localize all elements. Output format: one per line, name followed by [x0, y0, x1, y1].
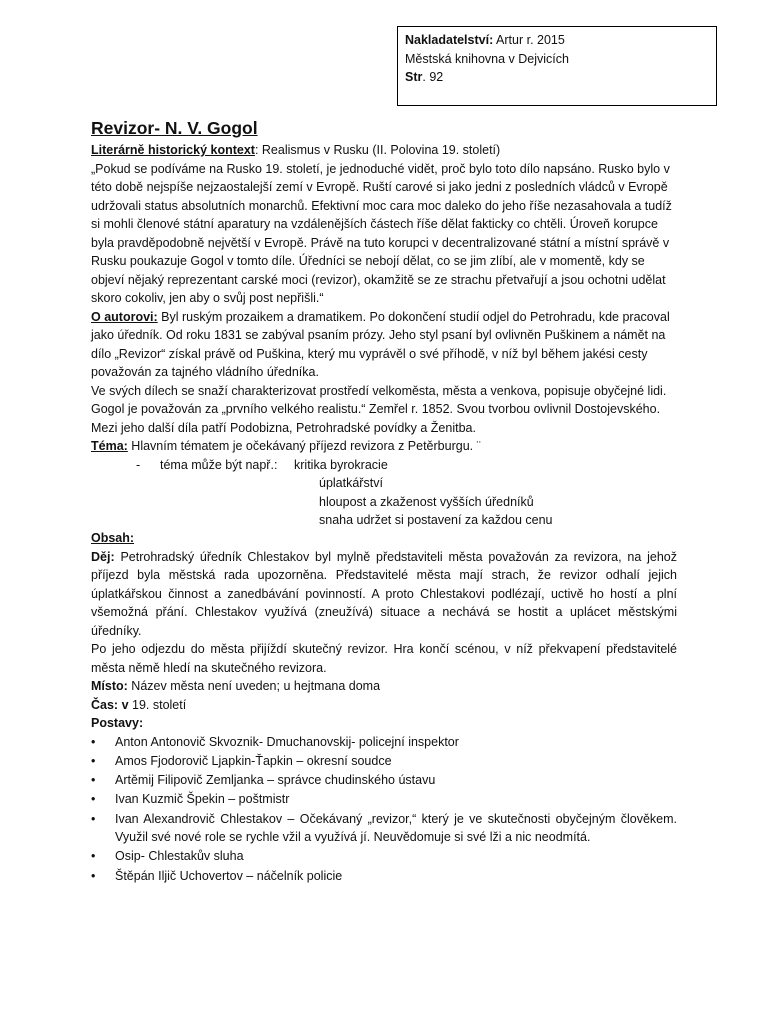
author-label: O autorovi:	[91, 309, 158, 324]
author-text: Byl ruským prozaikem a dramatikem. Po dokončení studií odjel do Petrohradu, kde pracoval jako úředník. Od roku 1831 se zabýval psaním prózy. Jeho styl psaní byl ovlivněn Puškinem a námět na dílo „Revizor“ získal právě od Puškina, který mu vyprávěl o své příhodě, v níž byl během jakési cesty považován za tajného vládního úředníka.	[91, 309, 670, 379]
character-text: Ivan Kuzmič Špekin – poštmistr	[115, 792, 290, 807]
tema-items	[294, 456, 534, 512]
tema-text: Hlavním tématem je očekávaný příjezd revizora z Petěrburgu. ¨	[127, 439, 481, 453]
author-paragraph	[91, 308, 677, 382]
tema-label: Téma:	[91, 439, 128, 453]
obsah-heading	[91, 529, 677, 548]
context-quote: „Pokud se podíváme na Rusko 19. století, je jednoduché vidět, proč bylo toto dílo napsáno. Rusko bylo v této době nejspíše nejzaostalejší zemí v Evropě. Ruští carové si jako jedni z posledních vládců v Evropě udržovali status absolutních monarchů. Efektivní moc cara moc daleko do jeho říše nezasahovala a tudíž si mohli členové státní aparatury na vzdálenějších částech říše dělat fakticky co chtěli. Úroveň korupce byla pravděpodobně největší v Evropě. Právě na tuto korupci v decentralizované státní a místní správě v Rusku poukazuje Gogol v tomto díle. Úředníci se nebojí dělat, co se jim zlíbí, ale v momentě, kdy se objeví nějaký reprezentant carské moci (revizor), okamžitě se ze strachu přetvařují a jsou ochotni udělat skoro cokoliv, jen aby o svůj post nepřišli.“	[91, 161, 672, 305]
dej-paragraph-2: Po jeho odjezdu do města přijíždí skutečný revizor. Hra končí scénou, v níž překvapení představitelé města němě hledí na skutečného revizora.	[91, 642, 677, 675]
tema-item: kritika byrokracie	[294, 457, 388, 472]
list-item	[91, 771, 677, 790]
tema-item: úplatkářství	[319, 476, 383, 490]
cas-line	[91, 696, 677, 715]
author-paragraph-2: Ve svých dílech se snaží charakterizovat prostředí velkoměsta, města a venkova, popisuje obyčejné lidi.	[91, 383, 667, 398]
tema-dash: -	[136, 457, 141, 472]
publisher-value: Artur r. 2015	[496, 33, 565, 47]
list-item	[91, 733, 677, 752]
character-text: Štěpán Iljič Uchovertov – náčelník policie	[115, 868, 343, 883]
bullet-icon: •	[91, 811, 96, 826]
page-line	[405, 68, 709, 87]
misto-label: Místo:	[91, 679, 128, 693]
bullet-icon: •	[91, 734, 96, 749]
document-body	[91, 116, 677, 886]
tema-item: hloupost a zkaženost vyšších úředníků	[319, 494, 534, 509]
library-line: Městská knihovna v Dejvicích	[405, 51, 569, 66]
dej-text: Petrohradský úředník Chlestakov byl mylně představiteli města považován za revizora, na jehož příjezd byla městská rada upozorněna. Představitelé města mají strach, že revizor odhalí jejich úplatkářskou činnost a zanedbávání povinností. A proto Chlestakovi podlézají, uctivě ho hostí a plní všemožná přání. Chlestakov využívá (zneužívá) situace a nechává se hostit a uplácet městskými úředníky.	[91, 549, 677, 638]
character-list	[91, 733, 677, 886]
context-label: Literárně historický kontext	[91, 143, 255, 157]
tema-line	[91, 437, 677, 456]
context-value: : Realismus v Rusku (II. Polovina 19. století)	[254, 143, 501, 157]
character-text: Anton Antonovič Skvoznik- Dmuchanovskij- policejní inspektor	[115, 734, 459, 749]
publisher-label: Nakladatelství:	[405, 33, 494, 47]
misto-text: Název města není uveden; u hejtmana doma	[127, 679, 381, 693]
publication-info-box	[397, 26, 717, 106]
list-item	[91, 790, 677, 809]
obsah-label: Obsah:	[91, 531, 135, 545]
tema-sublabel: téma může být např.:	[160, 457, 278, 472]
bullet-icon: •	[91, 849, 96, 864]
bullet-icon: •	[91, 868, 96, 883]
postavy-label: Postavy:	[91, 716, 144, 730]
character-text: Osip- Chlestakův sluha	[115, 849, 244, 864]
page-label: Str	[405, 70, 423, 84]
misto-line	[91, 677, 677, 696]
document-title: Revizor- N. V. Gogol	[91, 118, 258, 138]
context-line	[91, 141, 677, 160]
list-item	[91, 810, 677, 847]
character-text: Artěmij Filipovič Zemljanka – správce chudinského ústavu	[115, 773, 436, 788]
postavy-heading	[91, 714, 677, 733]
publisher-line	[405, 31, 709, 50]
cas-label: Čas: v	[91, 697, 129, 712]
list-item	[91, 847, 677, 866]
cas-text: 19. století	[128, 697, 187, 712]
bullet-icon: •	[91, 792, 96, 807]
bullet-icon: •	[91, 773, 96, 788]
author-paragraph-3: Gogol je považován za „prvního velkého realistu.“ Zemřel r. 1852. Svou tvorbou ovlivnil Dostojevského.	[91, 402, 661, 416]
character-text: Ivan Alexandrovič Chlestakov – Očekávaný „revizor,“ který je ve skutečnosti obyčejným člověkem. Využil své nové role se rychle vžil a využívá jí. Neuvědomuje si své lži a nic neodmítá.	[115, 811, 677, 845]
character-text: Amos Fjodorovič Ljapkin-Ťapkin – okresní soudce	[115, 753, 392, 768]
list-item	[91, 752, 677, 771]
list-item	[91, 867, 677, 886]
tema-examples	[91, 456, 677, 512]
bullet-icon: •	[91, 753, 96, 768]
dej-paragraph	[91, 548, 677, 641]
author-paragraph-4: Mezi jeho další díla patří Podobizna, Petrohradské povídky a Ženitba.	[91, 420, 476, 435]
dej-label: Děj:	[91, 549, 115, 564]
tema-item: snaha udržet si postavení za každou cenu	[319, 512, 553, 527]
page-value: . 92	[422, 70, 444, 84]
